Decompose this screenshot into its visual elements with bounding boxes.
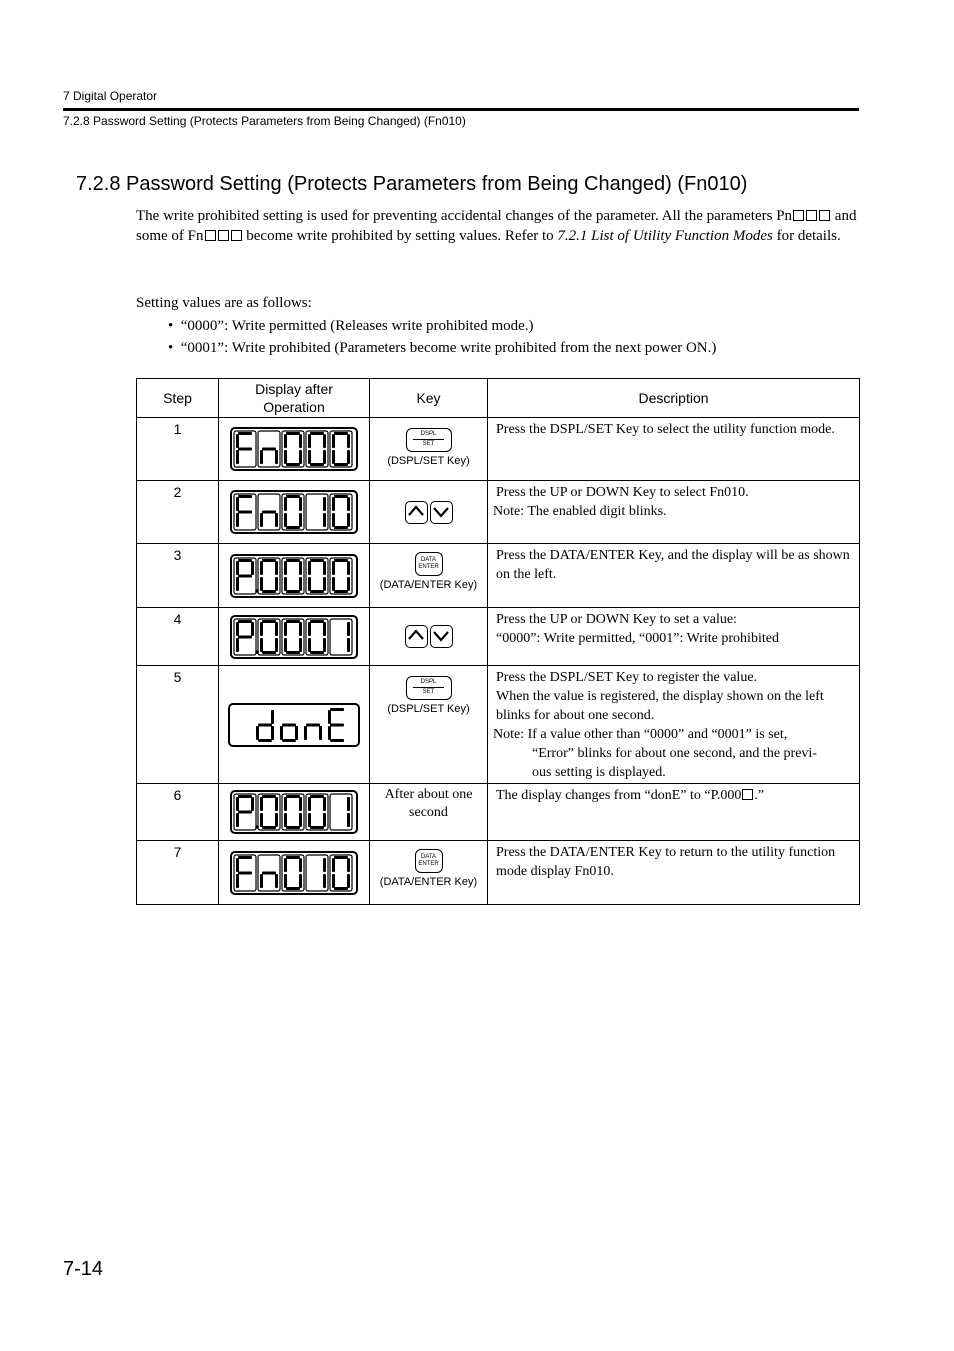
lcd-segment xyxy=(310,432,324,435)
lcd-segment xyxy=(332,858,335,872)
lcd-segment xyxy=(323,874,326,888)
seven-segment-display xyxy=(230,615,358,659)
lcd-segment xyxy=(238,811,252,814)
lcd-segment xyxy=(236,513,239,527)
lcd-segment xyxy=(260,638,263,652)
lcd-segment xyxy=(308,561,311,575)
lcd-segment xyxy=(330,723,344,726)
lcd-segment xyxy=(238,620,252,623)
lcd-segment xyxy=(236,858,239,872)
lcd-segment xyxy=(275,638,278,652)
placeholder-box-icon xyxy=(793,210,804,221)
step-number: 5 xyxy=(137,666,219,784)
lcd-segment xyxy=(262,590,276,593)
lcd-segment xyxy=(299,622,302,636)
header-rule xyxy=(63,108,859,111)
placeholder-box-icon xyxy=(819,210,830,221)
lcd-segment xyxy=(260,561,263,575)
lcd-segment xyxy=(328,726,331,740)
description-cell: Press the DATA/ENTER Key to return to the utility function mode display Fn010. xyxy=(488,841,860,905)
key-timing-text: After about one second xyxy=(384,787,473,820)
lcd-segment xyxy=(286,432,300,435)
dspl-set-key-icon: DSPL SET xyxy=(406,676,452,700)
step-number: 4 xyxy=(137,608,219,666)
lcd-segment xyxy=(323,450,326,464)
placeholder-box-icon xyxy=(205,230,216,241)
lcd-segment xyxy=(334,856,348,859)
lcd-segment xyxy=(347,434,350,448)
lcd-segment xyxy=(284,577,287,591)
lcd-segment xyxy=(308,434,311,448)
description-cell: Press the DSPL/SET Key to register the value. When the value is registered, the display shown on the left blinks for about one second. Note: If a value other than “0000” and “0001” is set, “Error” blinks for about one second, and the previ- ous setting is displayed. xyxy=(488,666,860,784)
header-step: Step xyxy=(137,379,219,418)
lcd-segment xyxy=(284,497,287,511)
lcd-segment xyxy=(332,497,335,511)
lcd-segment xyxy=(260,813,263,827)
lcd-segment xyxy=(284,434,287,448)
running-header-chapter: 7 Digital Operator xyxy=(63,89,158,103)
lcd-segment xyxy=(262,651,276,654)
lcd-segment xyxy=(286,559,300,562)
lcd-segment xyxy=(282,739,296,742)
bullet-item: • “0001”: Write prohibited (Parameters become write prohibited from the next power ON.) xyxy=(168,340,717,356)
lcd-segment xyxy=(323,434,326,448)
lcd-segment xyxy=(262,448,276,451)
lcd-segment xyxy=(306,723,320,726)
description-cell: Press the DATA/ENTER Key, and the display will be as shown on the left. xyxy=(488,544,860,608)
lcd-segment xyxy=(323,638,326,652)
placeholder-box-icon xyxy=(218,230,229,241)
lcd-segment xyxy=(238,495,252,498)
lcd-segment xyxy=(236,577,239,591)
lcd-segment xyxy=(347,513,350,527)
lcd-segment xyxy=(328,710,331,724)
lcd-segment xyxy=(308,797,311,811)
lcd-segment xyxy=(286,620,300,623)
lcd-segment xyxy=(271,726,274,740)
lcd-segment xyxy=(262,559,276,562)
lcd-segment xyxy=(299,813,302,827)
lcd-segment xyxy=(260,797,263,811)
key-cell xyxy=(370,841,488,905)
key-cell xyxy=(370,544,488,608)
display-cell xyxy=(219,481,370,544)
lcd-segment xyxy=(308,813,311,827)
lcd-segment xyxy=(323,497,326,511)
lcd-segment xyxy=(280,726,283,740)
lcd-segment xyxy=(310,590,324,593)
table-row xyxy=(137,784,860,841)
lcd-segment xyxy=(260,577,263,591)
lcd-segment xyxy=(299,561,302,575)
up-key-icon xyxy=(405,501,428,524)
lcd-segment xyxy=(284,622,287,636)
lcd-segment xyxy=(236,434,239,448)
lcd-segment xyxy=(275,513,278,527)
display-cell xyxy=(219,544,370,608)
lcd-segment xyxy=(334,559,348,562)
lcd-segment xyxy=(310,463,324,466)
bullet-item: • “0000”: Write permitted (Releases write prohibited mode.) xyxy=(168,318,534,334)
lcd-segment xyxy=(236,797,239,811)
seven-segment-display xyxy=(230,851,358,895)
lcd-segment xyxy=(347,577,350,591)
setting-lead: Setting values are as follows: xyxy=(136,295,312,311)
lcd-segment xyxy=(286,526,300,529)
table-row xyxy=(137,608,860,666)
lcd-segment xyxy=(332,434,335,448)
description-cell: Press the DSPL/SET Key to select the utility function mode. xyxy=(488,418,860,481)
key-caption: (DATA/ENTER Key) xyxy=(379,579,478,591)
display-cell xyxy=(219,418,370,481)
lcd-segment xyxy=(332,450,335,464)
lcd-segment xyxy=(332,577,335,591)
lcd-segment xyxy=(238,559,252,562)
step-number: 1 xyxy=(137,418,219,481)
step-number: 3 xyxy=(137,544,219,608)
key-caption: (DATA/ENTER Key) xyxy=(379,876,478,888)
key-cell xyxy=(370,481,488,544)
lcd-segment xyxy=(323,797,326,811)
lcd-segment xyxy=(334,887,348,890)
lcd-segment xyxy=(310,651,324,654)
dspl-set-key-icon: DSPL SET xyxy=(406,428,452,452)
key-caption: (DSPL/SET Key) xyxy=(387,454,470,467)
lcd-segment xyxy=(262,795,276,798)
lcd-segment xyxy=(260,513,263,527)
intro-paragraph: The write prohibited setting is used for preventing accidental changes of the parameter. All the parameters Pn and some of Fn become write prohibited by setting values. Refer to 7.2.1 List of Utility Function Modes for details. xyxy=(136,208,857,244)
key-cell xyxy=(370,784,488,841)
lcd-segment xyxy=(323,813,326,827)
lcd-segment xyxy=(330,708,344,711)
lcd-segment xyxy=(262,620,276,623)
description-cell: Press the UP or DOWN Key to set a value: “0000”: Write permitted, “0001”: Write prohibited xyxy=(488,608,860,666)
table-row xyxy=(137,544,860,608)
lcd-segment xyxy=(299,577,302,591)
lcd-segment xyxy=(299,797,302,811)
lcd-segment xyxy=(310,620,324,623)
lcd-segment xyxy=(238,448,252,451)
lcd-segment xyxy=(304,726,307,740)
lcd-segment xyxy=(275,797,278,811)
lcd-segment xyxy=(299,497,302,511)
display-cell xyxy=(219,666,370,784)
lcd-segment xyxy=(275,561,278,575)
step-number: 2 xyxy=(137,481,219,544)
lcd-segment xyxy=(299,450,302,464)
data-enter-key-icon: DATA ENTER xyxy=(415,849,443,873)
lcd-segment xyxy=(347,622,350,636)
lcd-segment xyxy=(258,723,272,726)
description-cell: The display changes from “donE” to “P.000 .” xyxy=(488,784,860,841)
header-key: Key xyxy=(370,379,488,418)
lcd-segment xyxy=(334,590,348,593)
lcd-segment xyxy=(284,561,287,575)
lcd-segment xyxy=(347,638,350,652)
lcd-segment xyxy=(271,710,274,724)
lcd-segment xyxy=(258,739,272,742)
lcd-segment xyxy=(251,622,254,636)
lcd-segment xyxy=(347,813,350,827)
lcd-segment xyxy=(330,739,344,742)
lcd-segment xyxy=(334,463,348,466)
cross-reference: 7.2.1 List of Utility Function Modes xyxy=(557,227,773,244)
lcd-segment xyxy=(262,511,276,514)
lcd-segment xyxy=(299,874,302,888)
placeholder-box-icon xyxy=(231,230,242,241)
lcd-segment xyxy=(251,797,254,811)
lcd-segment xyxy=(284,874,287,888)
lcd-segment xyxy=(284,450,287,464)
lcd-segment xyxy=(323,513,326,527)
header-description: Description xyxy=(488,379,860,418)
lcd-segment xyxy=(299,638,302,652)
lcd-segment xyxy=(319,726,322,740)
table-row xyxy=(137,666,860,784)
lcd-segment xyxy=(310,826,324,829)
lcd-segment xyxy=(238,795,252,798)
header-display: Display after Operation xyxy=(219,379,370,418)
lcd-segment xyxy=(284,638,287,652)
lcd-segment xyxy=(238,511,252,514)
page-number: 7-14 xyxy=(63,1258,104,1280)
lcd-segment xyxy=(310,795,324,798)
running-header-section: 7.2.8 Password Setting (Protects Parameters from Being Changed) (Fn010) xyxy=(63,114,466,128)
table-row xyxy=(137,841,860,905)
lcd-segment xyxy=(286,463,300,466)
lcd-segment xyxy=(308,638,311,652)
lcd-segment xyxy=(286,826,300,829)
lcd-segment xyxy=(308,450,311,464)
seven-segment-display xyxy=(230,554,358,598)
placeholder-box-icon xyxy=(806,210,817,221)
lcd-segment xyxy=(347,561,350,575)
key-cell xyxy=(370,666,488,784)
seven-segment-display xyxy=(228,703,360,747)
lcd-segment xyxy=(236,561,239,575)
lcd-segment xyxy=(308,622,311,636)
lcd-segment xyxy=(251,561,254,575)
lcd-segment xyxy=(332,561,335,575)
lcd-segment xyxy=(295,726,298,740)
seven-segment-display xyxy=(230,490,358,534)
lcd-segment xyxy=(284,858,287,872)
lcd-segment xyxy=(323,561,326,575)
lcd-segment xyxy=(275,874,278,888)
lcd-segment xyxy=(236,638,239,652)
lcd-segment xyxy=(260,450,263,464)
display-cell xyxy=(219,841,370,905)
table-row xyxy=(137,481,860,544)
lcd-segment xyxy=(286,495,300,498)
key-cell xyxy=(370,418,488,481)
lcd-segment xyxy=(275,450,278,464)
lcd-segment xyxy=(256,726,259,740)
lcd-segment xyxy=(238,871,252,874)
display-cell xyxy=(219,608,370,666)
key-caption: (DSPL/SET Key) xyxy=(387,702,470,715)
lcd-segment xyxy=(260,622,263,636)
lcd-segment xyxy=(284,797,287,811)
lcd-segment xyxy=(332,513,335,527)
seven-segment-display xyxy=(230,427,358,471)
key-cell xyxy=(370,608,488,666)
lcd-segment xyxy=(236,497,239,511)
lcd-segment xyxy=(236,813,239,827)
lcd-segment xyxy=(347,797,350,811)
lcd-segment xyxy=(308,577,311,591)
lcd-segment xyxy=(310,559,324,562)
lcd-segment xyxy=(286,795,300,798)
lcd-segment xyxy=(299,434,302,448)
lcd-segment xyxy=(334,432,348,435)
step-number: 6 xyxy=(137,784,219,841)
steps-table xyxy=(136,378,860,905)
lcd-segment xyxy=(236,450,239,464)
lcd-segment xyxy=(347,497,350,511)
lcd-segment xyxy=(282,723,296,726)
lcd-segment xyxy=(286,856,300,859)
table-header-row xyxy=(137,379,860,418)
lcd-segment xyxy=(238,432,252,435)
display-cell xyxy=(219,784,370,841)
lcd-segment xyxy=(323,858,326,872)
lcd-segment xyxy=(262,871,276,874)
lcd-segment xyxy=(238,856,252,859)
lcd-segment xyxy=(236,622,239,636)
table-row xyxy=(137,418,860,481)
description-cell: Press the UP or DOWN Key to select Fn010. Note: The enabled digit blinks. xyxy=(488,481,860,544)
lcd-segment xyxy=(284,513,287,527)
section-title: 7.2.8 Password Setting (Protects Parameters from Being Changed) (Fn010) xyxy=(76,173,748,195)
lcd-segment xyxy=(334,495,348,498)
lcd-segment xyxy=(238,635,252,638)
lcd-segment xyxy=(275,813,278,827)
lcd-segment xyxy=(236,874,239,888)
lcd-segment xyxy=(284,813,287,827)
lcd-segment xyxy=(332,874,335,888)
down-key-icon xyxy=(430,501,453,524)
down-key-icon xyxy=(430,625,453,648)
lcd-segment xyxy=(347,874,350,888)
lcd-segment xyxy=(238,574,252,577)
lcd-segment xyxy=(286,651,300,654)
lcd-segment xyxy=(347,450,350,464)
lcd-segment xyxy=(347,858,350,872)
step-number: 7 xyxy=(137,841,219,905)
up-key-icon xyxy=(405,625,428,648)
lcd-segment xyxy=(260,874,263,888)
lcd-segment xyxy=(299,513,302,527)
lcd-segment xyxy=(334,526,348,529)
lcd-segment xyxy=(299,858,302,872)
placeholder-box-icon xyxy=(742,789,753,800)
lcd-segment xyxy=(286,590,300,593)
lcd-segment xyxy=(275,622,278,636)
seven-segment-display xyxy=(230,790,358,834)
data-enter-key-icon: DATA ENTER xyxy=(415,552,443,576)
lcd-segment xyxy=(323,577,326,591)
lcd-segment xyxy=(275,577,278,591)
lcd-segment xyxy=(262,826,276,829)
lcd-segment xyxy=(323,622,326,636)
lcd-segment xyxy=(286,887,300,890)
